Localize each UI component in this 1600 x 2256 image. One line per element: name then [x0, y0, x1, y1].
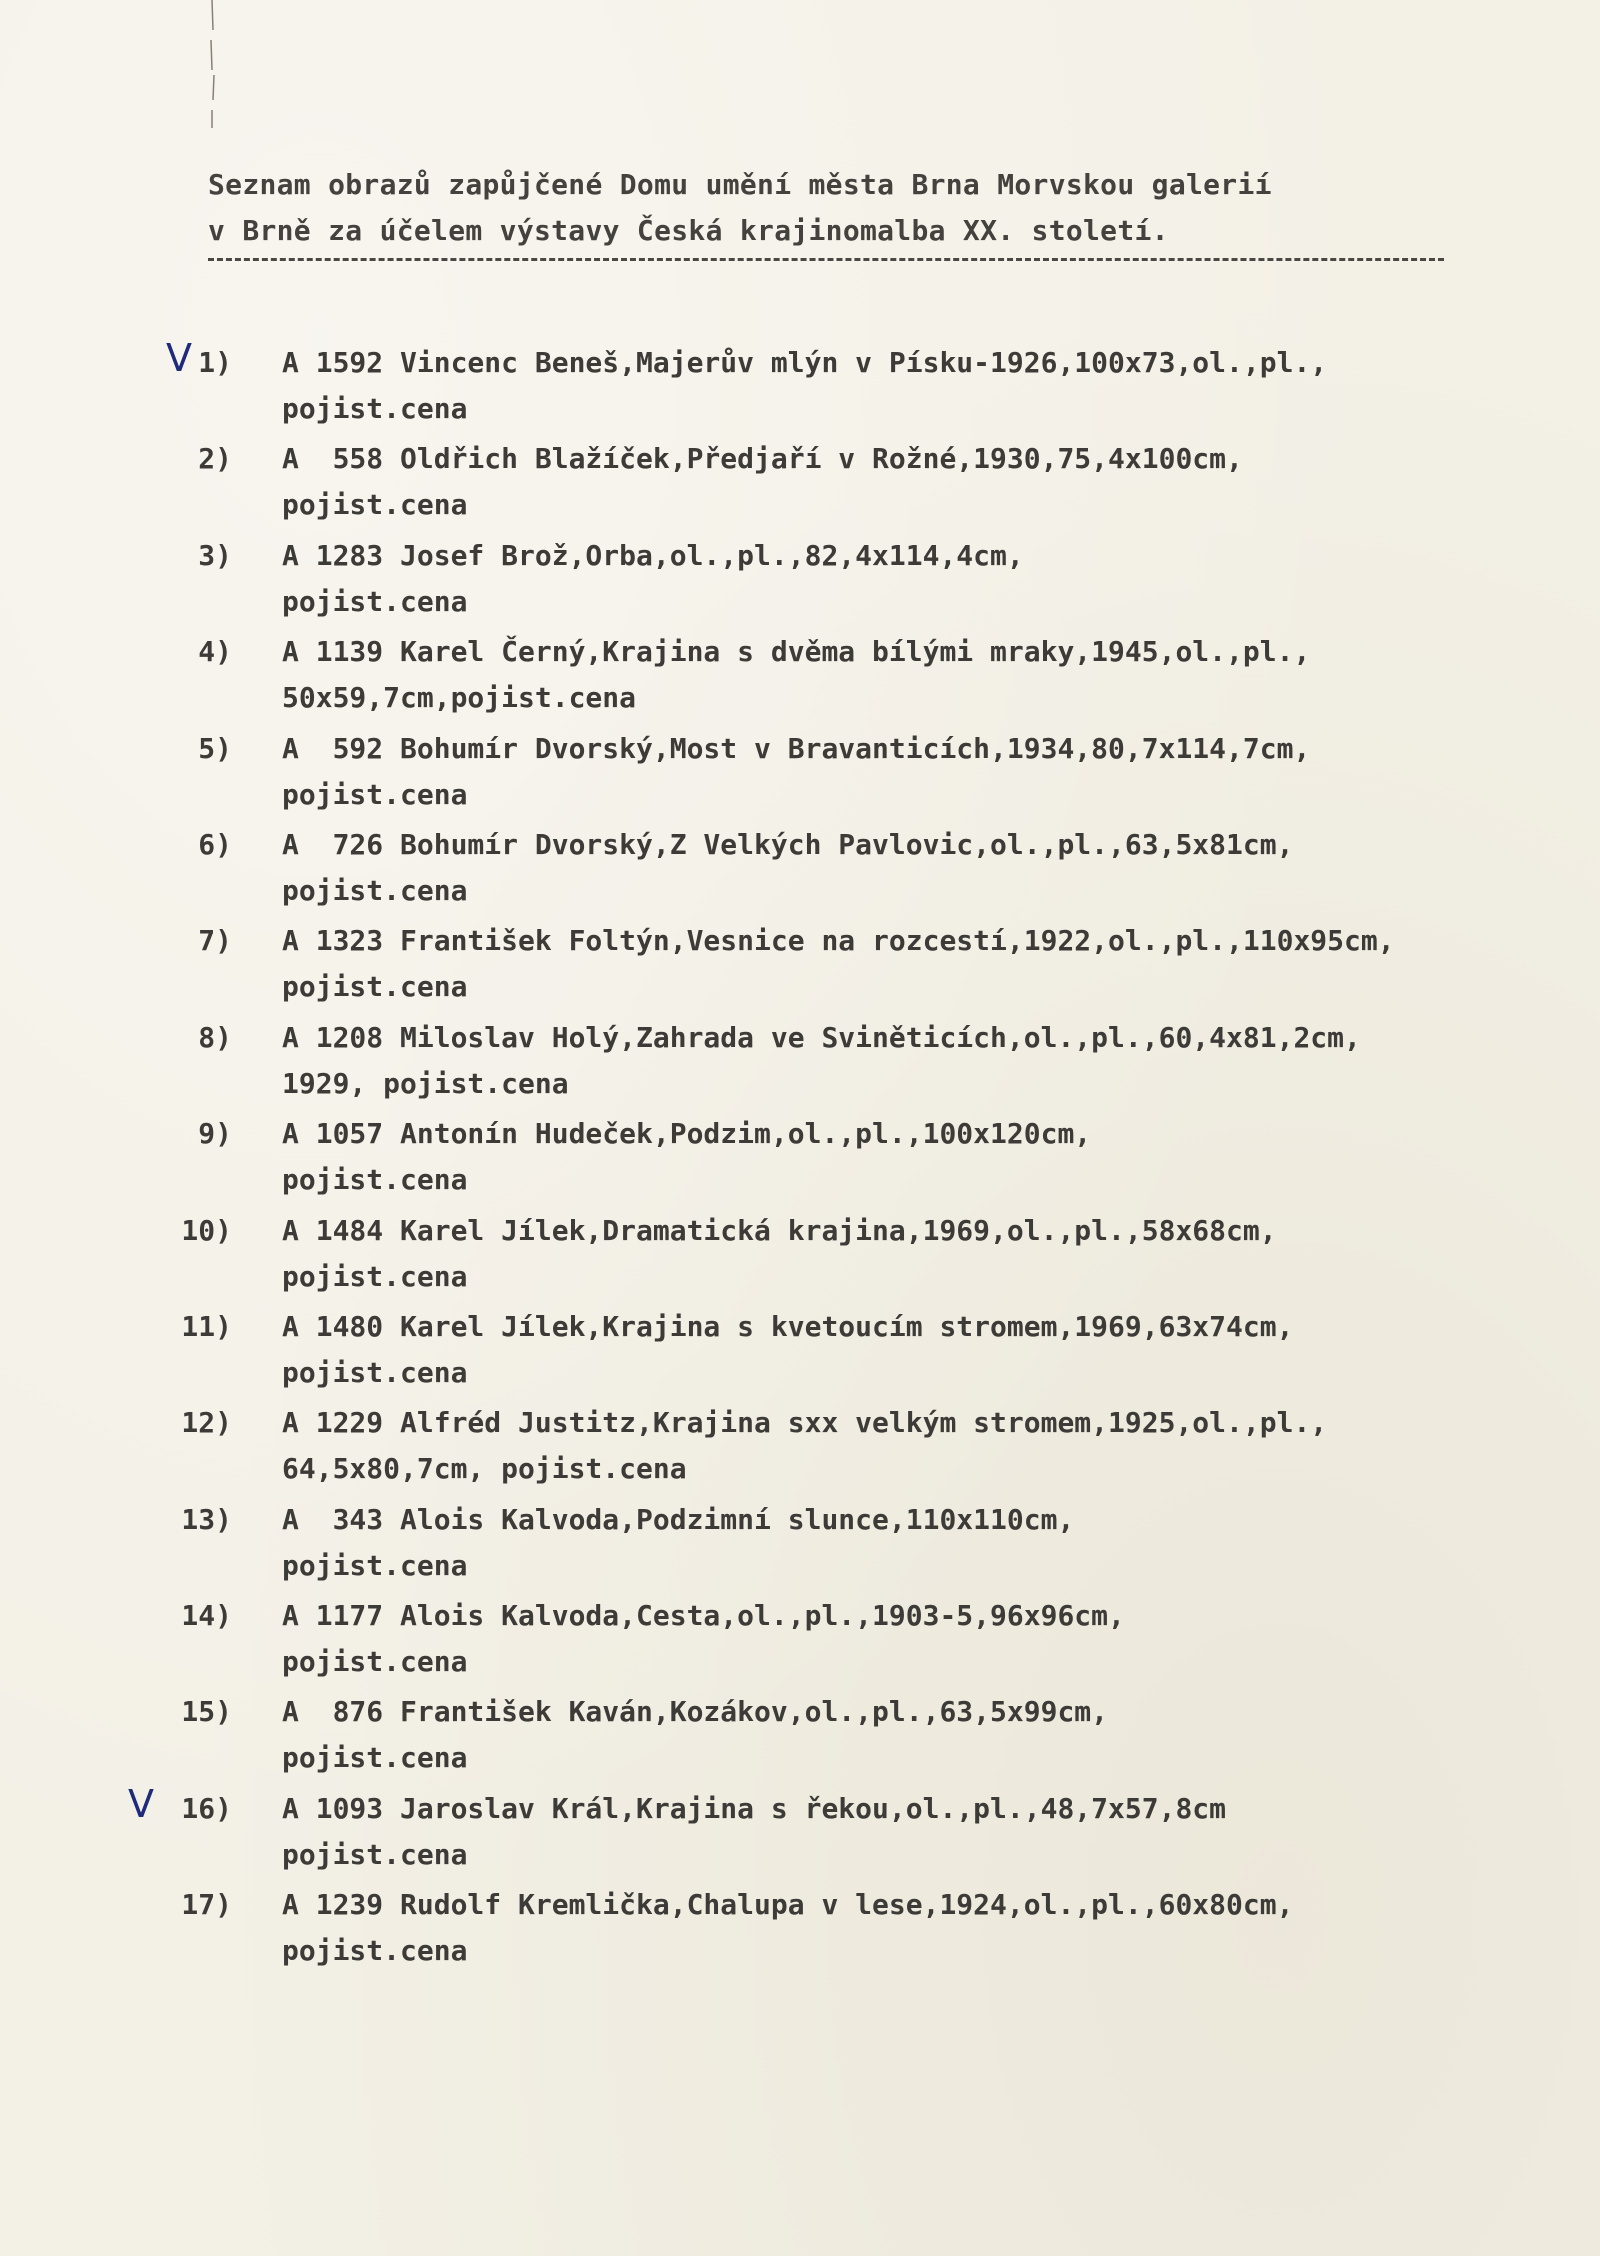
list-item [0, 1304, 1600, 1400]
item-line-2: pojist.cena [282, 392, 468, 425]
item-line-1: A 1139 Karel Černý,Krajina s dvěma bílými mraky,1945,ol.,pl., [282, 635, 1311, 669]
item-number: 17) [181, 1888, 232, 1922]
list-item [0, 1400, 1600, 1496]
item-text [282, 822, 1582, 914]
item-line-1: A 1239 Rudolf Kremlička,Chalupa v lese,1924,ol.,pl.,60x80cm, [282, 1888, 1294, 1922]
item-text [282, 1400, 1582, 1492]
list-item [0, 629, 1600, 725]
item-line-2: pojist.cena [282, 1741, 468, 1775]
item-number: 10) [181, 1213, 232, 1247]
pencil-mark-icon [206, 0, 220, 140]
item-text [282, 340, 1582, 432]
list-item [0, 1882, 1600, 1978]
item-number: 4) [198, 635, 232, 669]
document-heading [208, 162, 1458, 254]
list-item [0, 726, 1600, 822]
item-text [282, 1111, 1582, 1203]
list-item [0, 1111, 1600, 1207]
list-item [0, 1015, 1600, 1111]
heading-line-2: v Brně za účelem výstavy Česká krajinomalba XX. století. [208, 214, 1169, 247]
item-number: 9) [198, 1117, 232, 1151]
item-line-1: A 1208 Miloslav Holý,Zahrada ve Sviněticích,ol.,pl.,60,4x81,2cm, [282, 1020, 1361, 1054]
item-line-2: pojist.cena [282, 1355, 468, 1389]
item-text [282, 1882, 1582, 1974]
item-line-1: A 726 Bohumír Dvorský,Z Velkých Pavlovic,ol.,pl.,63,5x81cm, [282, 827, 1294, 861]
item-text [282, 1689, 1582, 1781]
item-number: 13) [181, 1502, 232, 1536]
item-text [282, 1786, 1582, 1878]
heading-line-1: Seznam obrazů zapůjčené Domu umění města Brna Morvskou galerií [208, 168, 1272, 201]
list-item [0, 1208, 1600, 1304]
item-number: 3) [198, 538, 232, 572]
list-item [0, 1593, 1600, 1689]
handwritten-check-mark: V [128, 1781, 154, 1826]
item-line-2: 50x59,7cm,pojist.cena [282, 681, 637, 715]
handwritten-check-mark: V [166, 336, 192, 380]
item-line-2: 64,5x80,7cm, pojist.cena [282, 1452, 687, 1486]
list-item [0, 336, 1600, 436]
item-line-1: A 343 Alois Kalvoda,Podzimní slunce,110x110cm, [282, 1502, 1075, 1536]
list-item [0, 436, 1600, 532]
list-item [0, 1781, 1600, 1882]
item-number: 11) [181, 1309, 232, 1343]
item-number: 15) [181, 1695, 232, 1729]
item-line-1: A 1229 Alfréd Justitz,Krajina sxx velkým stromem,1925,ol.,pl., [282, 1406, 1328, 1440]
item-number: 12) [181, 1406, 232, 1440]
item-line-1: A 1592 Vincenc Beneš,Majerův mlýn v Písku-1926,100x73,ol.,pl., [282, 346, 1328, 379]
list-item [0, 533, 1600, 629]
list-item [0, 918, 1600, 1014]
item-number: 8) [198, 1020, 232, 1054]
item-line-1: A 1093 Jaroslav Král,Krajina s řekou,ol.,pl.,48,7x57,8cm [282, 1791, 1227, 1825]
item-line-2: pojist.cena [282, 584, 468, 618]
item-line-2: pojist.cena [282, 488, 468, 522]
item-text [282, 436, 1582, 528]
list-item [0, 822, 1600, 918]
item-text [282, 1304, 1582, 1396]
item-line-2: pojist.cena [282, 1548, 468, 1582]
heading-underline [208, 258, 1444, 261]
item-number: 16) [181, 1791, 232, 1825]
item-line-1: A 558 Oldřich Blažíček,Předjaří v Rožné,1930,75,4x100cm, [282, 442, 1243, 476]
item-text [282, 918, 1582, 1010]
item-line-2: pojist.cena [282, 1163, 468, 1197]
item-line-2: pojist.cena [282, 873, 468, 907]
painting-list [0, 336, 1600, 1979]
item-line-2: pojist.cena [282, 1645, 468, 1679]
item-text [282, 629, 1582, 721]
item-line-1: A 1177 Alois Kalvoda,Cesta,ol.,pl.,1903-5,96x96cm, [282, 1599, 1125, 1633]
item-text [282, 1015, 1582, 1107]
item-text [282, 1593, 1582, 1685]
item-text [282, 533, 1582, 625]
item-line-1: A 1283 Josef Brož,Orba,ol.,pl.,82,4x114,4cm, [282, 538, 1024, 572]
list-item [0, 1689, 1600, 1785]
item-number: 6) [198, 827, 232, 861]
item-line-2: pojist.cena [282, 1259, 468, 1293]
item-text [282, 1208, 1582, 1300]
item-text [282, 726, 1582, 818]
item-line-2: pojist.cena [282, 1837, 468, 1871]
list-item [0, 1497, 1600, 1593]
item-line-2: pojist.cena [282, 1934, 468, 1968]
item-number: 2) [198, 442, 232, 476]
item-line-1: A 1057 Antonín Hudeček,Podzim,ol.,pl.,100x120cm, [282, 1117, 1092, 1151]
item-line-2: pojist.cena [282, 777, 468, 811]
item-line-2: 1929, pojist.cena [282, 1066, 569, 1100]
item-number: 14) [181, 1599, 232, 1633]
item-line-1: A 1480 Karel Jílek,Krajina s kvetoucím stromem,1969,63x74cm, [282, 1309, 1294, 1343]
item-text [282, 1497, 1582, 1589]
item-number: 1) [198, 346, 232, 379]
item-line-1: A 592 Bohumír Dvorský,Most v Bravanticích,1934,80,7x114,7cm, [282, 731, 1311, 765]
item-number: 7) [198, 924, 232, 958]
item-line-1: A 1484 Karel Jílek,Dramatická krajina,1969,ol.,pl.,58x68cm, [282, 1213, 1277, 1247]
item-line-2: pojist.cena [282, 970, 468, 1004]
item-number: 5) [198, 731, 232, 765]
item-line-1: A 1323 František Foltýn,Vesnice na rozcestí,1922,ol.,pl.,110x95cm, [282, 924, 1395, 958]
item-line-1: A 876 František Kaván,Kozákov,ol.,pl.,63,5x99cm, [282, 1695, 1109, 1729]
